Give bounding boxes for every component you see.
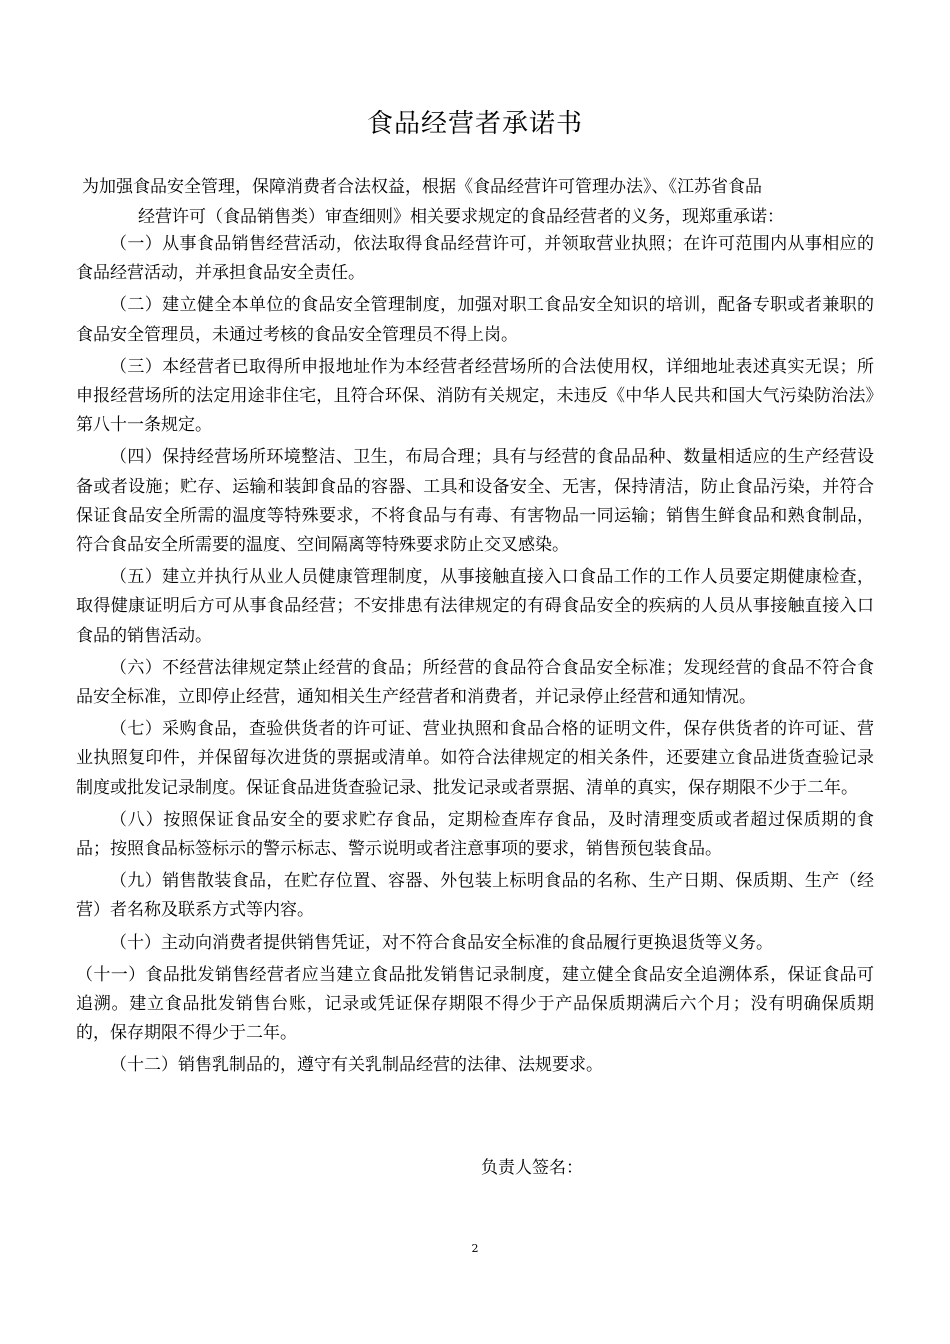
commitment-item-10: （十）主动向消费者提供销售凭证，对不符合食品安全标准的食品履行更换退货等义务。 <box>110 932 773 953</box>
commitment-item-5: （五）建立并执行从业人员健康管理制度，从事接触直接入口食品工作的工作人员要定期健康检查，取得健康证明后方可从事食品经营；不安排患有法律规定的有碍食品安全的疾病的人员从事接触直接入口食品的销售活动。 <box>76 567 874 646</box>
signature-label: 负责人签名： <box>481 1158 583 1178</box>
commitment-item-12: （十二）销售乳制品的，遵守有关乳制品经营的法律、法规要求。 <box>110 1055 603 1076</box>
commitment-item-7: （七）采购食品，查验供货者的许可证、营业执照和食品合格的证明文件，保存供货者的许可证、营业执照复印件，并保留每次进货的票据或清单。如符合法律规定的相关条件，还要建立食品进货查验记录制度或批发记录制度。保证食品进货查验记录、批发记录或者票据、清单的真实，保存期限不少于二年。 <box>76 719 874 798</box>
intro-line-1: 为加强食品安全管理，保障消费者合法权益，根据《食品经营许可管理办法》、《江苏省食品 <box>82 177 762 197</box>
intro-line-2: 经营许可（食品销售类）审查细则》相关要求规定的食品经营者的义务，现郑重承诺： <box>138 207 784 227</box>
page-number: 2 <box>471 1242 479 1255</box>
document-title: 食品经营者承诺书 <box>366 109 583 139</box>
commitment-item-6: （六）不经营法律规定禁止经营的食品；所经营的食品符合食品安全标准；发现经营的食品不符合食品安全标准，立即停止经营，通知相关生产经营者和消费者，并记录停止经营和通知情况。 <box>76 657 874 708</box>
commitment-item-3: （三）本经营者已取得所申报地址作为本经营者经营场所的合法使用权，详细地址表述真实无误；所申报经营场所的法定用途非住宅，且符合环保、消防有关规定，未违反《中华人民共和国大气污染防治法》第八十一条规定。 <box>76 356 874 436</box>
commitment-item-4: （四）保持经营场所环境整洁、卫生，布局合理；具有与经营的食品品种、数量相适应的生产经营设备或者设施；贮存、运输和装卸食品的容器、工具和设备安全、无害，保持清洁，防止食品污染，并符合保证食品安全所需的温度等特殊要求，不将食品与有毒、有害物品一同运输；销售生鲜食品和熟食制品，符合食品安全所需要的温度、空间隔离等特殊要求防止交叉感染。 <box>76 447 874 556</box>
commitment-item-8: （八）按照保证食品安全的要求贮存食品，定期检查库存食品，及时清理变质或者超过保质期的食品；按照食品标签标示的警示标志、警示说明或者注意事项的要求，销售预包装食品。 <box>76 809 874 860</box>
commitment-item-2: （二）建立健全本单位的食品安全管理制度，加强对职工食品安全知识的培训，配备专职或者兼职的食品安全管理员，未通过考核的食品安全管理员不得上岗。 <box>76 295 874 345</box>
commitment-item-11: （十一）食品批发销售经营者应当建立食品批发销售记录制度，建立健全食品安全追溯体系，保证食品可追溯。建立食品批发销售台账，记录或凭证保存期限不得少于产品保质期满后六个月；没有明确保质期的，保存期限不得少于二年。 <box>76 964 874 1044</box>
commitment-item-1: （一）从事食品销售经营活动，依法取得食品经营许可，并领取营业执照；在许可范围内从事相应的食品经营活动，并承担食品安全责任。 <box>76 234 874 284</box>
commitment-item-9: （九）销售散装食品，在贮存位置、容器、外包装上标明食品的名称、生产日期、保质期、生产（经营）者名称及联系方式等内容。 <box>76 871 874 921</box>
commitment-list <box>76 230 874 1084</box>
intro-paragraph <box>82 172 872 232</box>
